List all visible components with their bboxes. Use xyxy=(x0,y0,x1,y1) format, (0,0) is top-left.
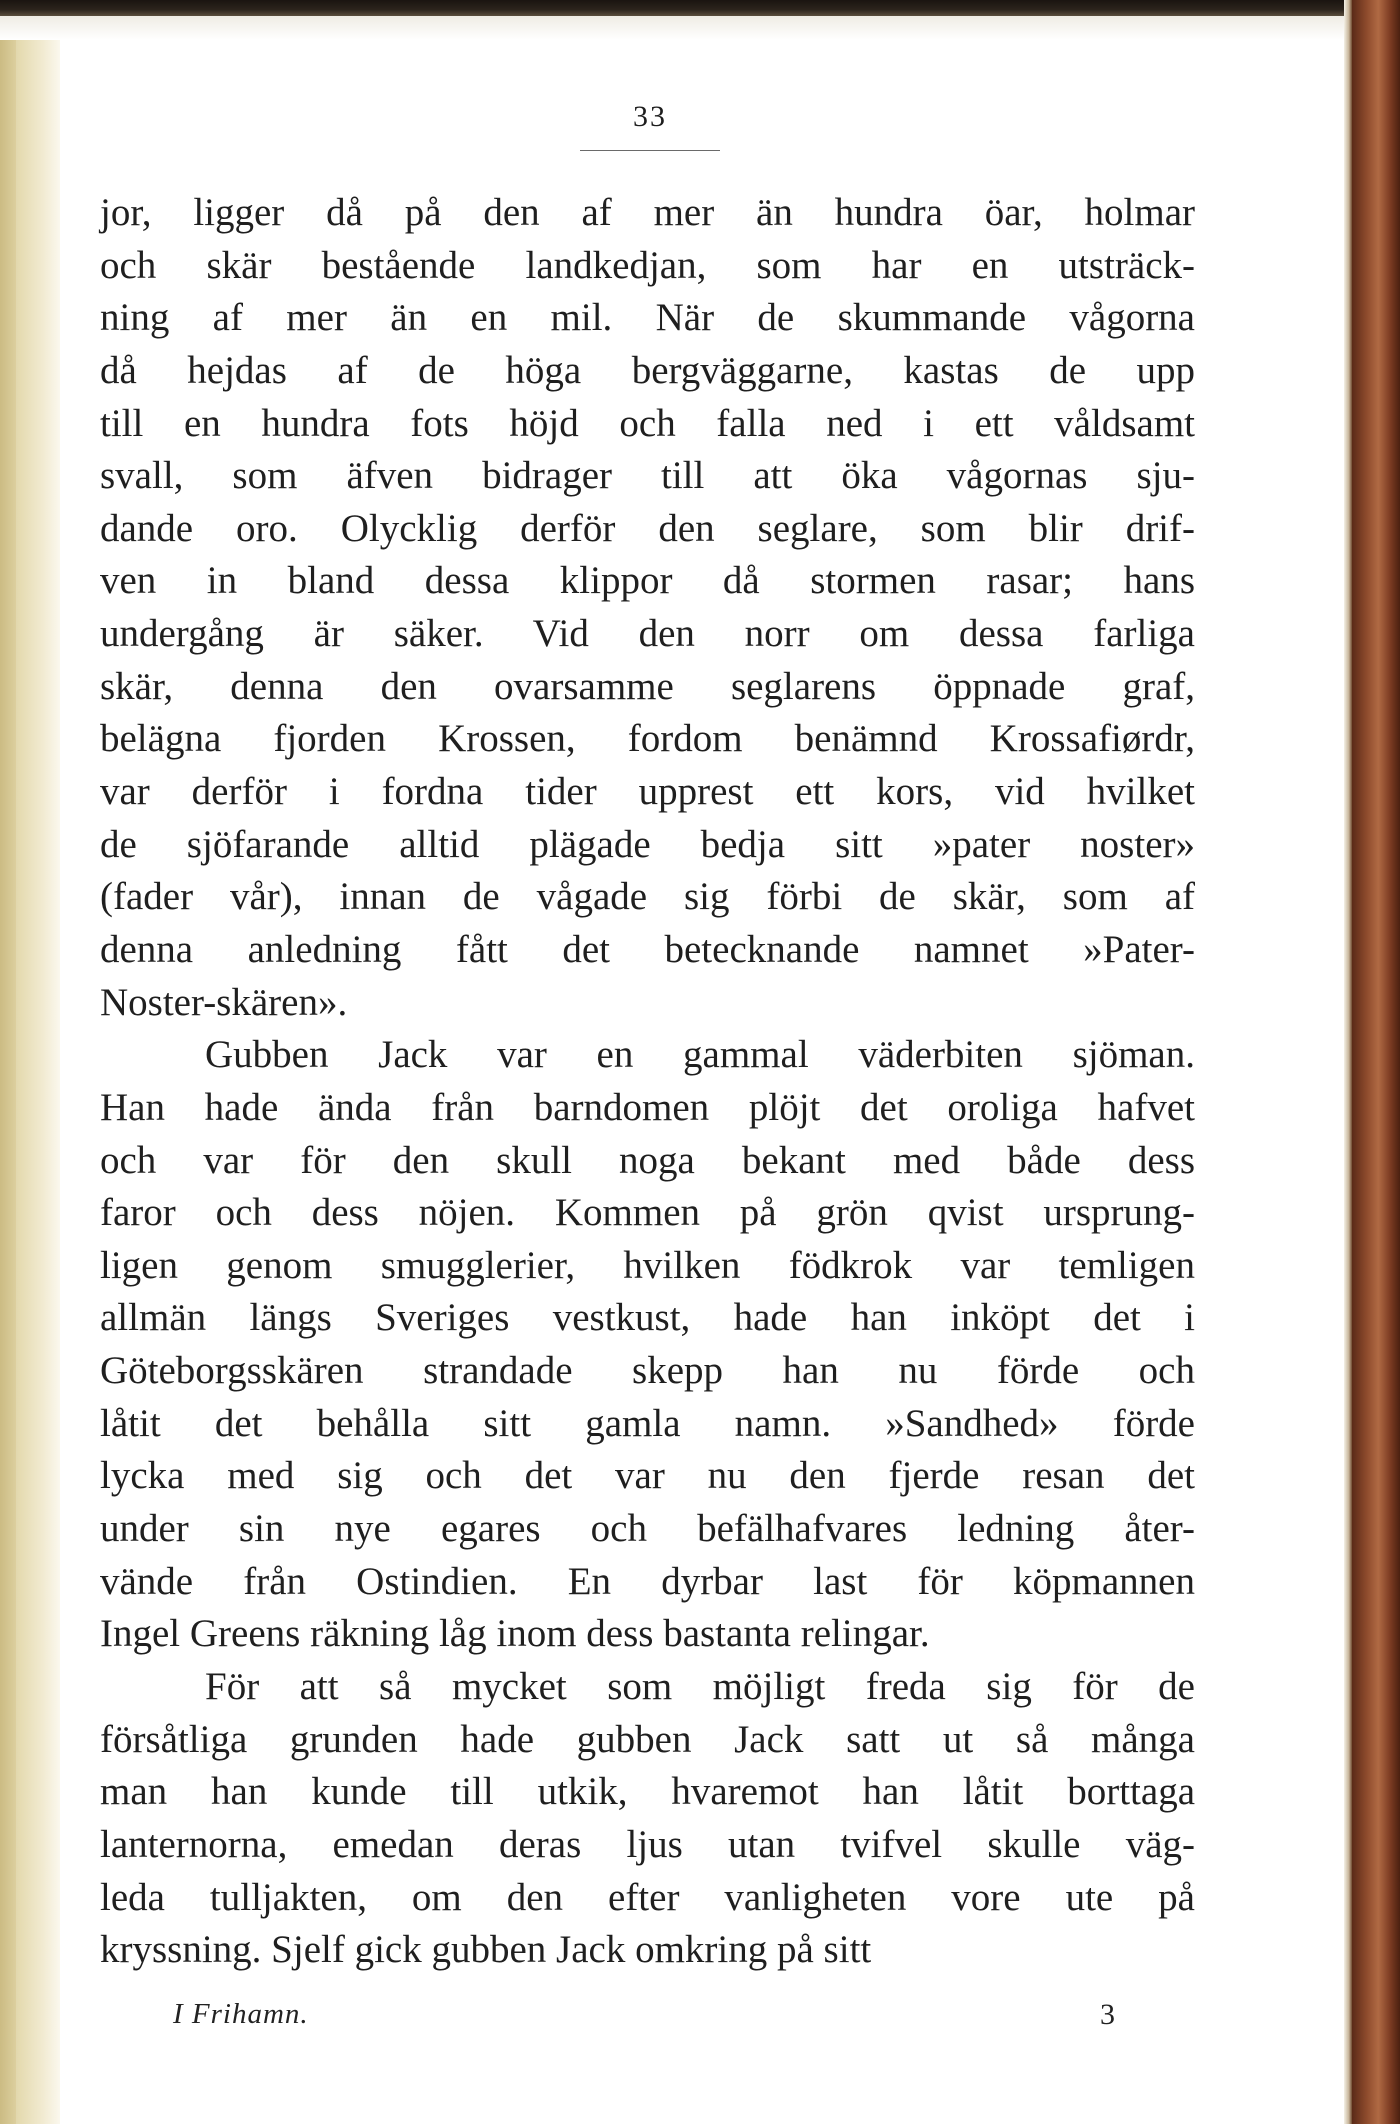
page-number: 33 xyxy=(633,100,667,133)
text-line: de sjöfarande alltid plägade bedja sitt »pater noster» xyxy=(100,822,1195,866)
text-line: Han hade ända från barndomen plöjt det oroliga hafvet xyxy=(100,1085,1195,1129)
text-line: försåtliga grunden hade gubben Jack satt ut så många xyxy=(100,1717,1195,1761)
text-line: lanternorna, emedan deras ljus utan tvifvel skulle väg- xyxy=(100,1822,1195,1866)
text-line: lycka med sig och det var nu den fjerde resan det xyxy=(100,1454,1195,1498)
text-line: vände från Ostindien. En dyrbar last för köpmannen xyxy=(100,1559,1195,1603)
text-line: och var för den skull noga bekant med både dess xyxy=(100,1138,1195,1182)
text-line: belägna fjorden Krossen, fordom benämnd Krossafiørdr, xyxy=(100,717,1195,761)
text-line: ning af mer än en mil. När de skummande vågorna xyxy=(100,296,1195,340)
text-line: svall, som äfven bidrager till att öka vågornas sju- xyxy=(100,454,1195,498)
text-line: (fader vår), innan de vågade sig förbi de skär, som af xyxy=(100,875,1195,919)
text-line: leda tulljakten, om den efter vanligheten vore ute på xyxy=(100,1875,1195,1919)
signature-number: 3 xyxy=(1100,1998,1115,2031)
text-line: För att så mycket som möjligt freda sig för de xyxy=(205,1664,1195,1708)
page-edge xyxy=(1344,0,1352,2124)
text-line: låtit det behålla sitt gamla namn. »Sandhed» förde xyxy=(100,1401,1195,1445)
text-line: man han kunde till utkik, hvaremot han låtit borttaga xyxy=(100,1770,1195,1814)
body-text xyxy=(100,187,1195,1977)
paragraph xyxy=(100,187,1195,1029)
paragraph xyxy=(100,1661,1195,1977)
text-line: Ingel Greens räkning låg inom dess bastanta relingar. xyxy=(100,1612,930,1656)
header-rule xyxy=(580,150,720,151)
signature-mark: I Frihamn. xyxy=(173,1998,309,2030)
text-line: skär, denna den ovarsamme seglarens öppnade graf, xyxy=(100,664,1195,708)
text-line: då hejdas af de höga bergväggarne, kastas de upp xyxy=(100,348,1195,392)
text-line: Gubben Jack var en gammal väderbiten sjöman. xyxy=(205,1033,1195,1077)
text-line: Göteborgsskären strandade skepp han nu förde och xyxy=(100,1349,1195,1393)
book-top-edge xyxy=(0,0,1358,16)
paragraph xyxy=(100,1029,1195,1661)
page-top-margin xyxy=(0,16,1358,40)
text-line: dande oro. Olycklig derför den seglare, som blir drif- xyxy=(100,506,1195,550)
text-line: ven in bland dessa klippor då stormen rasar; hans xyxy=(100,559,1195,603)
text-line: och skär bestående landkedjan, som har en utsträck- xyxy=(100,243,1195,287)
book-cover xyxy=(1352,0,1400,2124)
text-line: denna anledning fått det betecknande namnet »Pater- xyxy=(100,927,1195,971)
text-line: allmän längs Sveriges vestkust, hade han inköpt det i xyxy=(100,1296,1195,1340)
text-line: faror och dess nöjen. Kommen på grön qvist ursprung- xyxy=(100,1191,1195,1235)
text-line: jor, ligger då på den af mer än hundra öar, holmar xyxy=(100,191,1195,234)
text-line: ligen genom smugglerier, hvilken födkrok var temligen xyxy=(100,1243,1195,1287)
text-line: undergång är säker. Vid den norr om dessa farliga xyxy=(100,612,1195,656)
text-line: var derför i fordna tider upprest ett kors, vid hvilket xyxy=(100,770,1195,814)
text-line: Noster-skären». xyxy=(100,980,348,1024)
text-line: kryssning. Sjelf gick gubben Jack omkring på sitt xyxy=(100,1928,872,1972)
gutter-shadow xyxy=(0,40,16,2124)
text-line: till en hundra fots höjd och falla ned i ett våldsamt xyxy=(100,401,1195,445)
text-line: under sin nye egares och befälhafvares ledning åter- xyxy=(100,1507,1195,1551)
